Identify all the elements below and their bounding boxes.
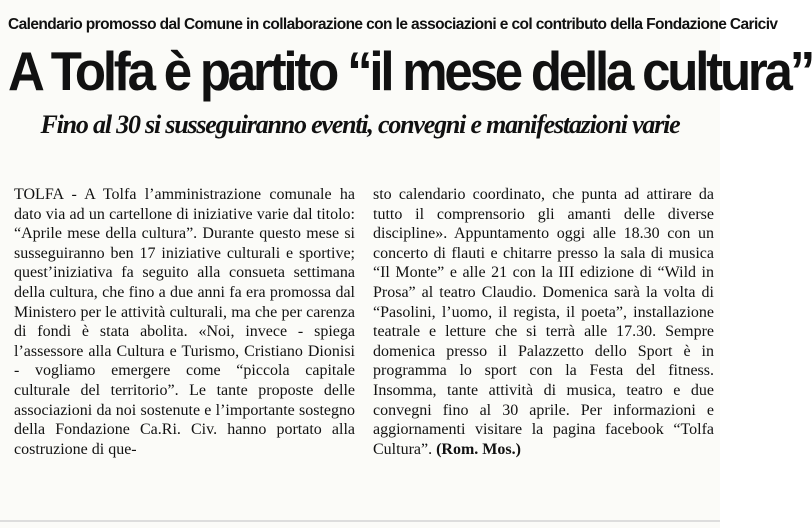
- article-body: [14, 185, 714, 459]
- article-subtitle: Fino al 30 si susseguiranno eventi, convegni e manifestazioni varie: [40, 110, 680, 139]
- article-kicker: Calendario promosso dal Comune in collaborazione con le associazioni e col contributo della Fondazione Cariciv: [8, 16, 778, 33]
- column-left-text: TOLFA - A Tolfa l’amministrazione comunale ha dato via ad un cartellone di iniziative varie dal titolo: “Aprile mese della cultura”. Durante questo mese si susseguiranno ben 17 iniziative culturali e sportive; quest’iniziativa fa seguito alla consueta settimana della cultura, che fino a due anni fa era promossa dal Ministero per le attività culturali, ma che per carenza di fondi è stata abolita. «Noi, invece - spiega l’assessore alla Cultura e Turismo, Cristiano Dionisi - vogliamo emergere come “piccola capitale culturale del territorio”. Le tante proposte delle associazioni da noi sostenute e l’importante sostegno della Fondazione Ca.Ri. Civ. hanno portato alla costruzione di que-: [14, 186, 355, 458]
- author-signature: (Rom. Mos.): [436, 440, 521, 458]
- article-headline: A Tolfa è partito “il mese della cultura”: [8, 40, 812, 103]
- article-column-left: [14, 185, 355, 459]
- article-column-right: [373, 185, 714, 459]
- column-right-paragraph: [373, 185, 714, 459]
- column-right-text: sto calendario coordinato, che punta ad attirare da tutto il comprensorio gli amanti delle diverse discipline». Appuntamento oggi alle 18.30 con un concerto di flauti e chitarre presso la sala di musica “Il Monte” e alle 21 con la III edizione di “Wild in Prosa” al teatro Claudio. Domenica sarà la volta di “Pasolini, l’uomo, il regista, il poeta”, installazione teatrale e letture che si terrà alle 17.30. Sempre domenica presso il Palazzetto dello Sport è in programma lo sport con la Festa del fitness. Insomma, tante attività di musica, teatro e due convegni fino al 30 aprile. Per informazioni e aggiornamenti visitare la pagina facebook “Tolfa Cultura”.: [373, 186, 714, 458]
- bottom-divider: [0, 520, 720, 522]
